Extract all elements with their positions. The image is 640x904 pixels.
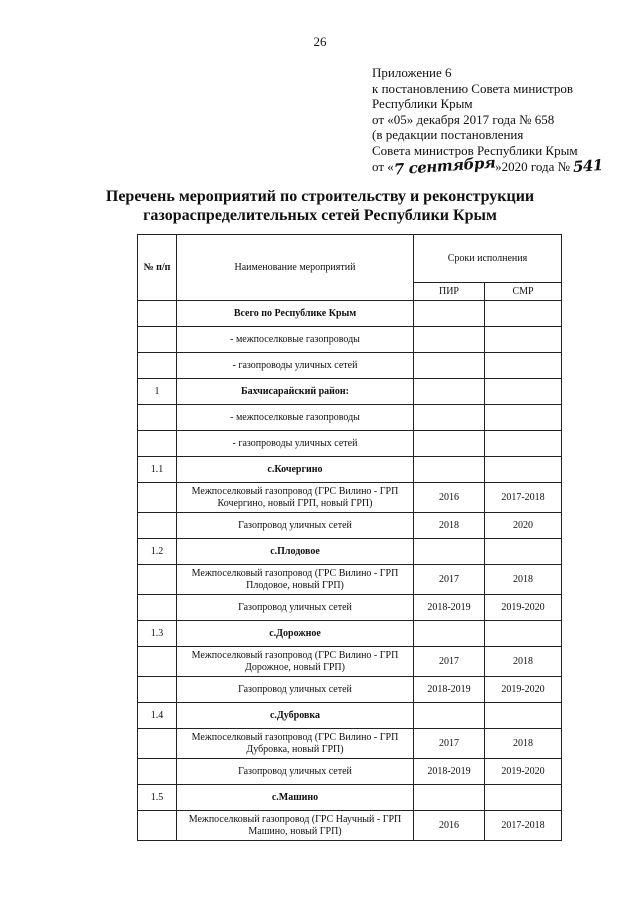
cell-num: 1.5 xyxy=(138,785,177,811)
header-pir: ПИР xyxy=(414,283,485,301)
header-smr: СМР xyxy=(485,283,562,301)
cell-num xyxy=(138,729,177,759)
table-row xyxy=(138,729,562,759)
cell-name: Межпоселковый газопровод (ГРС Научный - ГРП Машино, новый ГРП) xyxy=(177,811,414,841)
cell-name: Газопровод уличных сетей xyxy=(177,595,414,621)
table-row xyxy=(138,703,562,729)
handwritten-number: 541 xyxy=(572,155,604,176)
cell-name: с.Дубровка xyxy=(177,703,414,729)
table-row xyxy=(138,595,562,621)
appendix-line: Приложение 6 xyxy=(372,65,452,80)
cell-name: с.Дорожное xyxy=(177,621,414,647)
appendix-line: Республики Крым xyxy=(372,96,473,112)
table-row xyxy=(138,647,562,677)
cell-pir xyxy=(414,431,485,457)
cell-smr xyxy=(485,327,562,353)
title-line-2: газораспределительных сетей Республики Крым xyxy=(143,207,497,224)
table-row xyxy=(138,539,562,565)
header-num: № п/п xyxy=(138,235,177,301)
appendix-last-middle: »2020 года № xyxy=(495,158,574,174)
appendix-line: к постановлению Совета министров xyxy=(372,80,573,96)
cell-name: Всего по Республике Крым xyxy=(177,301,414,327)
cell-pir xyxy=(414,353,485,379)
cell-smr xyxy=(485,405,562,431)
table-row xyxy=(138,483,562,513)
cell-pir: 2018-2019 xyxy=(414,595,485,621)
cell-smr: 2018 xyxy=(485,729,562,759)
cell-num xyxy=(138,565,177,595)
appendix-last-line xyxy=(372,153,632,179)
cell-num: 1.3 xyxy=(138,621,177,647)
cell-smr xyxy=(485,703,562,729)
cell-smr xyxy=(485,301,562,327)
cell-name: Газопровод уличных сетей xyxy=(177,677,414,703)
cell-num xyxy=(138,353,177,379)
cell-num: 1.1 xyxy=(138,457,177,483)
table-row xyxy=(138,513,562,539)
cell-name: - газопроводы уличных сетей xyxy=(177,431,414,457)
table-header-row xyxy=(138,235,562,283)
appendix-line: (в редакции постановления xyxy=(372,127,524,143)
cell-name: Межпоселковый газопровод (ГРС Вилино - ГРП Кочергино, новый ГРП, новый ГРП) xyxy=(177,483,414,513)
cell-num: 1.2 xyxy=(138,539,177,565)
cell-pir xyxy=(414,785,485,811)
cell-pir xyxy=(414,621,485,647)
cell-name: Бахчисарайский район: xyxy=(177,379,414,405)
cell-smr xyxy=(485,457,562,483)
cell-name: Межпоселковый газопровод (ГРС Вилино - ГРП Плодовое, новый ГРП) xyxy=(177,565,414,595)
cell-smr xyxy=(485,785,562,811)
cell-num xyxy=(138,759,177,785)
cell-pir: 2018-2019 xyxy=(414,759,485,785)
table-row xyxy=(138,677,562,703)
cell-smr: 2017-2018 xyxy=(485,483,562,513)
title-line-1: Перечень мероприятий по строительству и реконструкции xyxy=(105,188,535,205)
table-row xyxy=(138,301,562,327)
cell-smr xyxy=(485,621,562,647)
page-number: 26 xyxy=(313,34,327,49)
cell-name: с.Плодовое xyxy=(177,539,414,565)
cell-pir xyxy=(414,379,485,405)
cell-smr xyxy=(485,379,562,405)
cell-num xyxy=(138,595,177,621)
appendix-line: от «05» декабря 2017 года № 658 xyxy=(372,111,555,127)
handwritten-date: 7 сентября xyxy=(393,153,496,179)
cell-num xyxy=(138,811,177,841)
document-title xyxy=(0,187,640,225)
cell-pir xyxy=(414,405,485,431)
table-row xyxy=(138,353,562,379)
cell-pir: 2018 xyxy=(414,513,485,539)
table-row xyxy=(138,431,562,457)
cell-name: Газопровод уличных сетей xyxy=(177,513,414,539)
cell-pir: 2016 xyxy=(414,811,485,841)
cell-smr: 2017-2018 xyxy=(485,811,562,841)
cell-pir: 2017 xyxy=(414,565,485,595)
cell-pir xyxy=(414,457,485,483)
appendix-line: Совета министров Республики Крым xyxy=(372,142,578,158)
table-row xyxy=(138,759,562,785)
table-row xyxy=(138,379,562,405)
cell-num xyxy=(138,647,177,677)
cell-smr xyxy=(485,539,562,565)
header-name: Наименование мероприятий xyxy=(177,235,414,301)
cell-smr xyxy=(485,353,562,379)
cell-num xyxy=(138,405,177,431)
cell-smr: 2018 xyxy=(485,647,562,677)
cell-name: с.Кочергино xyxy=(177,457,414,483)
cell-name: - газопроводы уличных сетей xyxy=(177,353,414,379)
cell-num xyxy=(138,483,177,513)
cell-pir: 2016 xyxy=(414,483,485,513)
cell-pir: 2018-2019 xyxy=(414,677,485,703)
cell-num xyxy=(138,327,177,353)
table-row xyxy=(138,565,562,595)
cell-num xyxy=(138,301,177,327)
cell-num: 1 xyxy=(138,379,177,405)
cell-pir xyxy=(414,539,485,565)
header-terms: Сроки исполнения xyxy=(414,235,562,283)
cell-pir: 2017 xyxy=(414,647,485,677)
cell-smr xyxy=(485,431,562,457)
cell-smr: 2018 xyxy=(485,565,562,595)
table-row xyxy=(138,327,562,353)
cell-smr: 2019-2020 xyxy=(485,595,562,621)
cell-name: Газопровод уличных сетей xyxy=(177,759,414,785)
cell-num xyxy=(138,431,177,457)
cell-smr: 2019-2020 xyxy=(485,759,562,785)
table-row xyxy=(138,811,562,841)
cell-pir xyxy=(414,703,485,729)
cell-pir xyxy=(414,301,485,327)
cell-name: - межпоселковые газопроводы xyxy=(177,327,414,353)
cell-smr: 2020 xyxy=(485,513,562,539)
table-row xyxy=(138,457,562,483)
cell-name: Межпоселковый газопровод (ГРС Вилино - ГРП Дубровка, новый ГРП) xyxy=(177,729,414,759)
table-row xyxy=(138,621,562,647)
appendix-block xyxy=(372,65,632,179)
cell-name: - межпоселковые газопроводы xyxy=(177,405,414,431)
cell-pir xyxy=(414,327,485,353)
table-row xyxy=(138,405,562,431)
cell-num: 1.4 xyxy=(138,703,177,729)
table-row xyxy=(138,785,562,811)
cell-name: с.Машино xyxy=(177,785,414,811)
cell-pir: 2017 xyxy=(414,729,485,759)
appendix-last-prefix: от « xyxy=(372,158,394,174)
measures-table xyxy=(137,234,562,841)
cell-smr: 2019-2020 xyxy=(485,677,562,703)
cell-num xyxy=(138,513,177,539)
cell-name: Межпоселковый газопровод (ГРС Вилино - ГРП Дорожное, новый ГРП) xyxy=(177,647,414,677)
cell-num xyxy=(138,677,177,703)
